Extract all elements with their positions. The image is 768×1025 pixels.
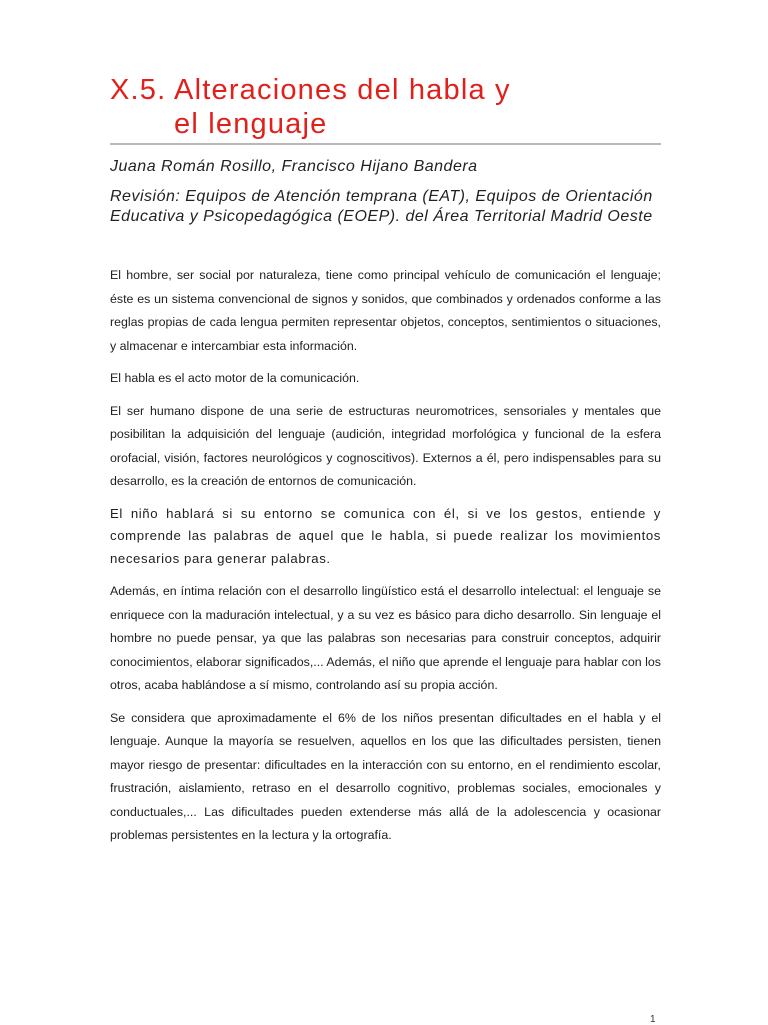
paragraph: Se considera que aproximadamente el 6% de los niños presentan dificultades en el habla y el lenguaje. Aunque la mayoría se resuelven, aquellos en los que las dificultades persisten, tienen mayor riesgo de presentar: dificultades en la interacción con su entorno, en el rendimiento escolar, frustración, aislamiento, retraso en el desarrollo cognitivo, problemas sociales, emocionales y conductuales,... Las dificultades pueden extenderse más allá de la adolescencia y ocasionar problemas persistentes en la lectura y la ortografía. (110, 710, 661, 842)
paragraph: El habla es el acto motor de la comunicación. (110, 371, 360, 385)
title-line-1: X.5. Alteraciones del habla y (110, 74, 511, 106)
paragraph: El niño hablará si su entorno se comunica con él, si ve los gestos, entiende y comprende las palabras de aquel que le habla, si puede realizar los movimientos necesarios para generar palabras. (110, 505, 661, 566)
title-line-2: el lenguaje (174, 108, 328, 140)
page-number: 1 (650, 1014, 656, 1025)
paragraph: El hombre, ser social por naturaleza, tiene como principal vehículo de comunicación el lenguaje; éste es un sistema convencional de signos y sonidos, que combinados y ordenados conforme a las reglas propias de cada lengua permiten representar objetos, conceptos, sentimientos o situaciones, y almacenar e intercambiar esta información. (110, 268, 661, 353)
title-divider (110, 143, 661, 145)
body-text (110, 264, 661, 857)
page-title (110, 73, 511, 141)
paragraph: Además, en íntima relación con el desarrollo lingüístico está el desarrollo intelectual: el lenguaje se enriquece con la maduración intelectual, y a su vez es básico para dicho desarrollo. Sin lenguaje el hombre no puede pensar, ya que las palabras son necesarias para construir conceptos, adquirir conocimientos, elaborar significados,... Además, el niño que aprende el lenguaje para hablar con los otros, acaba hablándose a sí mismo, controlando así su propia acción. (110, 584, 661, 692)
revision-note: Revisión: Equipos de Atención temprana (EAT), Equipos de Orientación Educativa y Psicopedagógica (EOEP). del Área Territorial Madrid Oeste (110, 188, 653, 225)
authors: Juana Román Rosillo, Francisco Hijano Bandera (110, 158, 478, 175)
paragraph: El ser humano dispone de una serie de estructuras neuromotrices, sensoriales y mentales que posibilitan la adquisición del lenguaje (audición, integridad morfológica y funcional de la esfera orofacial, visión, factores neurológicos y cognoscitivos). Externos a él, pero indispensables para su desarrollo, es la creación de entornos de comunicación. (110, 403, 661, 488)
